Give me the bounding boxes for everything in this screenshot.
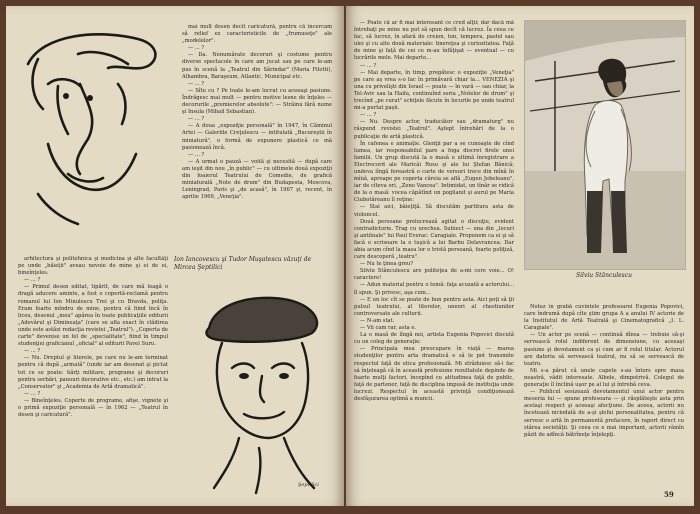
paragraph: — ... ? — [24, 390, 41, 397]
paragraph: — ... ? — [188, 80, 205, 87]
paragraph: — Publicul sesizează devotamentul unui actor pentru meseria lui — spune profesoara — şi răsplăteşte asta prin acelaşi respect şi aceeaşi afecţiune. De aceea, actorii nu încetează niciodată de a-şi şlefui personalitatea, pentru că servesc o artă în permanentă prefacere, în raport direct cu stărea societăţii. Şi ceea ce e mai important, actorii rămîn păzit de adîncă bătrîneţe înţelepţi. — [524, 389, 684, 438]
paragraph: — Adun material pentru o temă: faţa acuzată a actorului... îl spun. Şi privesc, aşa cum... — [354, 282, 514, 296]
paragraph: — A urmat o pauză — voită şi necesită — după care am ieşit din nou „în public" — cu ultimele două expoziţii din foaierul Teatrului de Comedie, de grafică miniaturală „Note de drum" din Budapesta, Moscova, Leningrad, Paris şi „de acasă", în 1967 şi, recent, în aprilie 1969, „Veneţia". — [182, 158, 332, 201]
paragraph: — ... ? — [24, 277, 41, 284]
paragraph: — Primul desen editat, tipărit, de care mă leagă o dragă aducere aminte, a fost o copertă-reclamă pentru romanul lui Ion Minulescu Trei şi cu Bravda, poliţa. Eram foarte mîndru de mine, pentru că fiind încă în liceu, desenul „meu" apărea în toate publicaţiile editurii „Adevărul şi Dimineaţa" (care se afla exact în clădirea unde este astăzi redacţia revistei „Teatrul"). „Coperta de carte" devenise un fel de „specialitate", fiind în timpul studenţiei graficianul „oficial" al editurii Pavel Suru. — [18, 284, 168, 348]
paragraph: — Un actor pe scenă — continuă dînsa — trebuie să-şi servească rolul indiferent de dimensiune, cu aceeaşi pasiune şi devotament ca şi cum ar fi rolul titular. Actorul are datoria să servească teatrul, nu să se servească de teatru. — [524, 332, 684, 367]
paragraph: — Bineînţeles. Coperte de programe, afişe, vignete şi o primă expoziţie personală — în 1962 — „Teatrul în desen şi caricatură". — [18, 397, 168, 419]
paragraph: — Mai departe, în timp, pregătesc o expoziţie „Veneţia" pe care aş vrea s-o fac în primăvară chiar la... VENEZIA şi una cu privelişti din Israel — poate — în vară — sau chiar, la Tel-Aviv sau la Haifa, continuînd seria „Notelor de drum" şi trecînd „pe curat" schiţele făcute în locurile pe unde teatrul mi-a purtat paşii. — [354, 69, 514, 112]
photo-image — [525, 21, 685, 269]
paragraph: — ... ? — [188, 151, 205, 158]
paragraph: Mi s-a părut că unele capete s-au întors spre masa noastră, vădit interesate. Albele, dimpotrivă. Colegul de generaţie îl înclină uşor pe al lui şi întrebă ceva. — [524, 367, 684, 389]
paragraph: arhitectura şi politehnica şi medicina şi alte facultăţi pe unde „băieţii" aveau nevoie de mine şi ei de ei, bineînţeles. — [18, 256, 168, 277]
portrait-photo — [524, 20, 686, 270]
caricature-caption: Ion Iancovescu şi Tudor Muşatescu văzuţi de Mircea Şeptilici — [174, 256, 312, 271]
right-column-2 — [524, 304, 684, 486]
artist-signature: Şeptilici — [298, 482, 319, 488]
paragraph: Două persoane prelucrează agitat o discuţie, evident contradictorie. Trag cu urechea. Subiect — una din „locuri şi antitoale" lui Paul Everac: Caragiale. Propunem ca ei şi să facă o scrisoare la o tuşică a lui Barbu Delavrancea. Dar abia acum cînd la masa lor o tristă persoană, foarte poliţiză, care descoperă „teatru". — [354, 218, 514, 261]
right-column-1 — [354, 20, 514, 498]
paragraph: — Da. Nenumărate decoruri şi costume pentru diverse spectacole în care am jucat sau pe care le-am pus în scenă la „Teatrul din Sărindar" (Maria Filotti), Alhambra, Baraşeum, Atlantic, Municipal etc. — [182, 52, 332, 80]
photo-caption: Silviu Stănculescu — [576, 272, 632, 279]
right-page — [346, 6, 694, 506]
paragraph: — Stai aici, băieţiţă. Să discutăm partitura asta de violoncel. — [354, 204, 514, 218]
paragraph: mai mult desen decît caricatură, pentru că încercam să relief ez caracteristicile de „frumuseţe" ale „modelelor". — [182, 24, 332, 45]
paragraph: — N-am stat. — [360, 317, 395, 324]
paragraph: — Principala mea preocupare în viaţă — marea studenţilor pentru arta dramatică e să le pot transmite respectul faţă de etica profesională. Mi străduiesc să-i fac să înţeleagă că în această profesiune rezultatele depinde de foarte mulţi factori, începînd cu atitudinea faţă de public, faţă de partener, faţă de disciplina impusă de instituţia unde lucrezi. Respectul în această privinţă condiţionează desfăşurarea optimă a muncii. — [354, 346, 514, 402]
paragraph: — ... ? — [24, 348, 41, 355]
paragraph: — Nu. Dreptul şi literele, pe care nu le-am terminat pentru că după „armată" (unde iar am desenat şi pictat tot ce se poate: hărţi militare, programe şi decoruri pentru serbări, panouri decorative etc., etc.) am intrat la „Conservator" şi „Academia de Artă dramatică". — [18, 355, 168, 390]
caricature-top — [18, 24, 168, 234]
paragraph: Notez în grabă cuvintele profesoarei Eugenia Popovici, care îndrumă după cîte ştim grupa A a anului IV actorie de la Institutul de Artă Teatrală şi Cinematografică „I. L. Caragiale". — [524, 304, 684, 332]
left-page — [6, 6, 344, 506]
caricature-bottom — [184, 288, 334, 498]
paragraph: — Nu te ţinea greu? — [360, 261, 414, 268]
paragraph: — ... ? — [188, 116, 205, 123]
paragraph: La o masă de lîngă noi, artista Eugenia Popovici discută cu un coleg de generaţie: — [354, 332, 514, 346]
paragraph: — ... ? — [360, 62, 377, 69]
left-column-1 — [18, 256, 168, 496]
paragraph: — Sîtu cu ? Pe toate le-am lucrat cu aceeaşi pasiune. Îndrăgesc mai mult — pentru motive lesne de înţeles — decorurile „premierelor absolute": — Strâinu fără nume şi Insula (Mihail Sebastian). — [182, 87, 332, 116]
page-number: 59 — [664, 490, 674, 499]
paragraph: — Vii cam rar, asta e. — [360, 325, 417, 332]
paragraph: — A doua „expoziţie personală" în 1947, în Căminul Artei — Galeriile Creţulescu — intitulată „Bucureştii în miniatură", o formă de expunere plastică ce mă pasionează încă. — [182, 123, 332, 151]
paragraph: — ... ? — [188, 45, 205, 52]
paragraph: Silviu Stănculescu are politeţea de a-mi cere voie... O! caractere! — [354, 268, 514, 282]
paragraph: — E un loc cît se poate de bun pentru asta. Aici poţi să ţii pulsul teatrului, al literelor, uneori al chestiunilor controversate ale culturii. — [354, 296, 514, 317]
paragraph: — Poate că ar fi mai interesant ce cred alţii; dar dacă mă întrebaţi pe mine nu pot să spun decît că lucrez. Îa ceea ce fac, să lucrez, în afară de creion, ton, tempera, pastel sau ulei şi cu alte două materiale: tinereţea şi curiozitatea. Faţă de mine şi faţă de cei ce m-au înfăţişat — eventual — cu lucrările mele. Mai departe... — [354, 20, 514, 62]
left-column-2 — [182, 24, 332, 234]
paragraph: În cafenea e animaţie. Glenţii par a se cunoaşte de cînd lumea, iar responsabilul pare a foga discret firele unei familii. Un grup discută la o masă o ultimă înregistrare a Electrecord ale Maricăi Rosu şi ale lui Ştefan Bănică; undeva lîngă fereastră o carte de versuri trece din mînă în mînă, aproape pe coperta căreia se află „Eugen Jebeleanu", iar de cîteva ori, „Zeno Vancea". Intimidat, un tînăr se ridică de la o masă: vocea căpătînd un poglianit şi aurul pe Maria Ciubotăreanu îl reţine: — [354, 140, 514, 204]
paragraph: — ... ? — [360, 112, 377, 119]
paragraph: — Nu. Despre actor, traducător sau „dramaturg" nu răspund revistei „Teatrul". Aştept întrebări de la o publicaţie de artă plastică. — [354, 119, 514, 140]
